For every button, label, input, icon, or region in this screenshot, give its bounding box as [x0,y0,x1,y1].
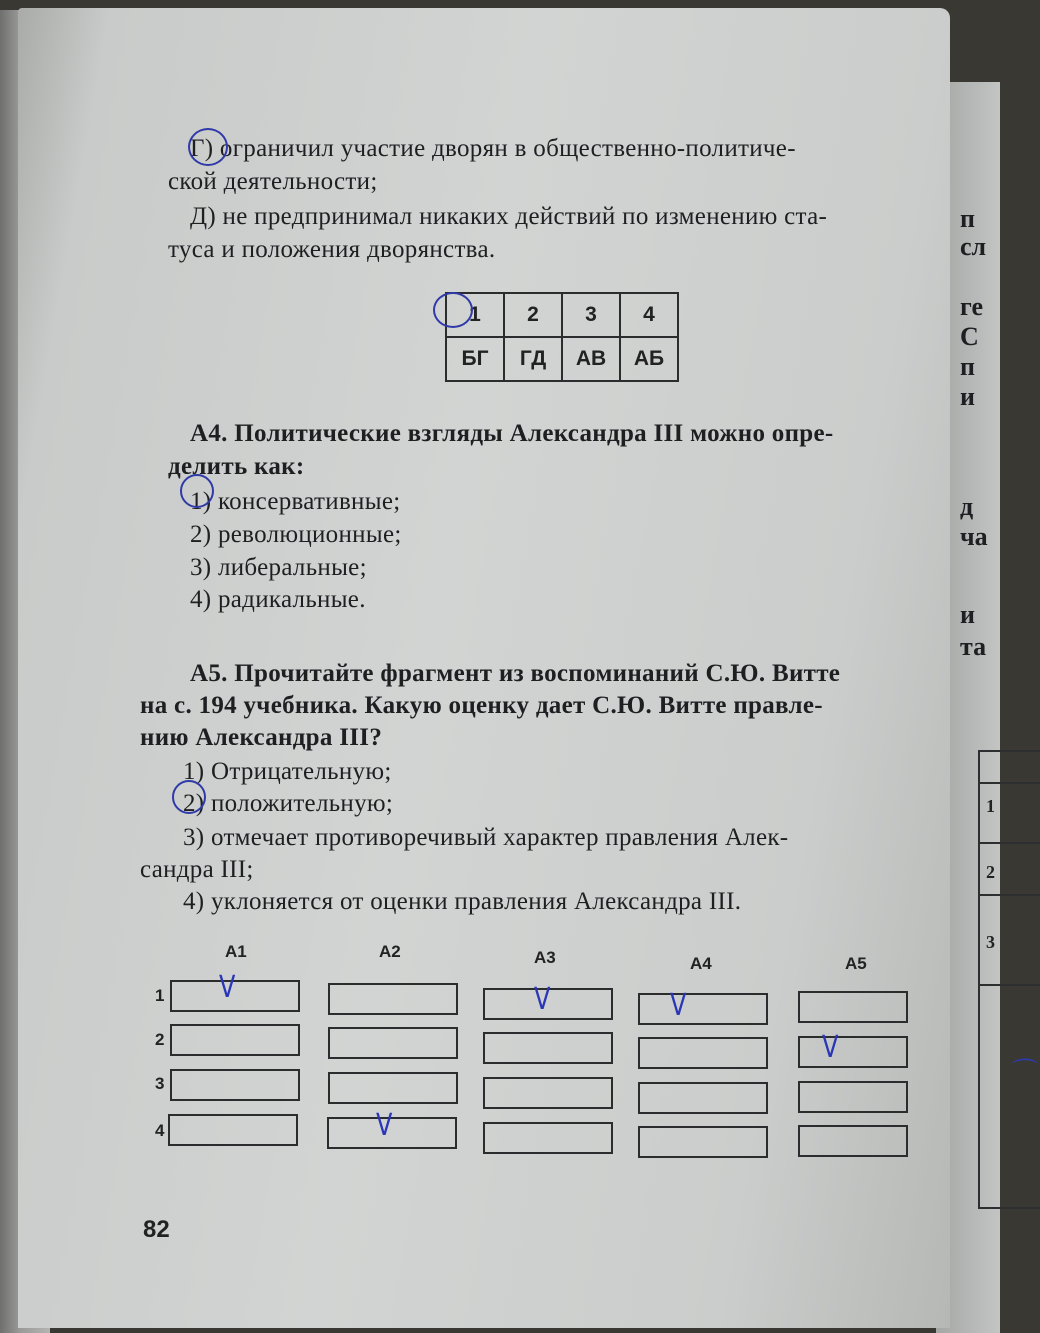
answer-box[interactable] [638,1126,768,1158]
grid-column-header: А1 [225,942,247,961]
pen-circle [172,780,206,814]
answer-box[interactable] [798,1125,908,1157]
match-answer-table [445,292,679,382]
answer-box[interactable] [328,983,458,1015]
match-value: БГ [446,337,504,381]
answer-box[interactable] [638,1037,768,1069]
grid-row-number: 3 [155,1074,165,1093]
option-d-line1: Д) не предпринимал никаких действий по изменению ста- [190,203,828,230]
answer-box[interactable] [483,1077,613,1109]
handwriting-mark: ⌒ [1012,1058,1039,1088]
a5-option: 3) отмечает противоречивый характер правления Алек- [183,824,789,851]
answer-box[interactable] [328,1072,458,1104]
match-value: АВ [562,337,620,381]
a5-option: 4) уклоняется от оценки правления Александра III. [183,888,742,915]
match-header: 4 [620,293,678,337]
right-page-text: п [960,352,975,381]
answer-box[interactable] [170,1069,300,1101]
grid-column-header: А5 [845,954,867,973]
answer-box[interactable] [798,991,908,1023]
a4-option: 2) революционные; [190,521,402,548]
right-page-text: С [960,322,979,351]
a4-option: 1) консервативные; [190,488,401,515]
grid-row-number: 4 [155,1121,165,1140]
match-value: АБ [620,337,678,381]
right-page-row-number: 2 [986,862,995,882]
right-page-table [978,750,1040,1209]
option-g-line2: ской деятельности; [168,168,378,195]
option-d-line2: туса и положения дворянства. [168,236,496,263]
match-header: 1 [446,293,504,337]
answer-box[interactable] [798,1036,908,1068]
answer-box[interactable] [638,1082,768,1114]
answer-box[interactable] [483,1122,613,1154]
option-g-line1: Г) ограничил участие дворян в общественно-политиче- [190,135,796,162]
question-a5-line3: нию Александра III? [140,724,383,751]
pen-checkmark: V [670,988,687,1023]
answer-box[interactable] [798,1081,908,1113]
pen-checkmark: V [822,1030,839,1065]
a4-option: 4) радикальные. [190,586,366,613]
answer-box[interactable] [638,993,768,1025]
grid-column-header: А2 [379,942,401,961]
pen-circle [433,292,473,328]
right-page-text: сл [960,232,987,261]
pen-circle [188,128,228,166]
pen-checkmark: V [534,982,551,1017]
right-page-text: п [960,204,975,233]
question-a5-line1: А5. Прочитайте фрагмент из воспоминаний С.Ю. Витте [190,660,841,687]
grid-row-number: 2 [155,1030,165,1049]
answer-box[interactable] [168,1114,298,1146]
grid-column-header: А4 [690,954,712,973]
a4-option: 3) либеральные; [190,554,367,581]
pen-circle [180,474,214,508]
a5-option: 2) положительную; [183,790,394,817]
a5-option: 1) Отрицательную; [183,758,392,785]
right-page-text: ча [960,522,988,551]
answer-box[interactable] [170,1024,300,1056]
a5-option: сандра III; [140,856,254,883]
right-page-row-number: 1 [986,796,995,816]
pen-checkmark: V [219,970,236,1005]
workbook-page [18,8,950,1328]
match-value: ГД [504,337,562,381]
question-a4-line2: делить как: [168,453,305,480]
right-page-text: ге [960,292,984,321]
answer-box[interactable] [328,1027,458,1059]
grid-column-header: А3 [534,948,556,967]
right-page-text: д [960,492,974,521]
grid-row-number: 1 [155,986,165,1005]
right-page-text: и [960,382,975,411]
question-a5-line2: на с. 194 учебника. Какую оценку дает С.Ю. Витте правле- [140,692,823,719]
answer-box[interactable] [483,1032,613,1064]
match-header: 3 [562,293,620,337]
question-a4-line1: А4. Политические взгляды Александра III можно опре- [190,420,834,447]
right-page-text: та [960,632,987,661]
right-page-row-number: 3 [986,932,995,952]
pen-checkmark: V [376,1108,393,1143]
right-page-text: и [960,600,975,629]
match-header: 2 [504,293,562,337]
page-number: 82 [143,1216,170,1243]
